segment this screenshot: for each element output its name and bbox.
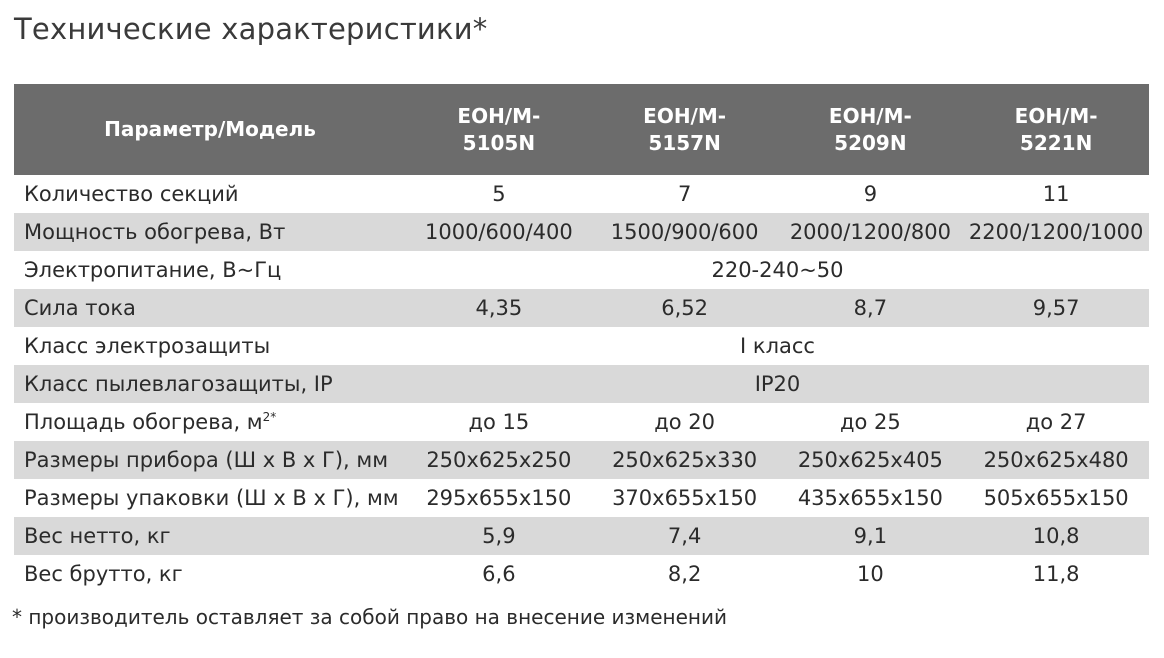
model-line: EOH/M- (643, 103, 727, 128)
value-cell: 9,57 (963, 289, 1149, 327)
param-cell: Сила тока (14, 289, 406, 327)
model-line: EOH/M- (1014, 103, 1098, 128)
value-cell: 295x655x150 (406, 479, 592, 517)
model-line: 5209N (834, 130, 907, 155)
model-header (406, 84, 592, 175)
value-cell: 5,9 (406, 517, 592, 555)
spec-table (14, 84, 1149, 593)
value-cell: 7 (592, 175, 778, 213)
param-cell: Вес нетто, кг (14, 517, 406, 555)
value-cell: 1500/900/600 (592, 213, 778, 251)
param-cell: Мощность обогрева, Вт (14, 213, 406, 251)
footnote: * производитель оставляет за собой право на внесение изменений (12, 605, 727, 629)
table-row (14, 213, 1149, 251)
param-header: Параметр/Модель (14, 84, 406, 175)
table-row (14, 479, 1149, 517)
table-row (14, 327, 1149, 365)
param-cell: Количество секций (14, 175, 406, 213)
value-cell: 10,8 (963, 517, 1149, 555)
value-cell: 6,52 (592, 289, 778, 327)
value-cell: 250x625x250 (406, 441, 592, 479)
value-cell: 8,2 (592, 555, 778, 593)
value-cell: 1000/600/400 (406, 213, 592, 251)
model-header (778, 84, 964, 175)
param-cell: Вес брутто, кг (14, 555, 406, 593)
value-cell: 6,6 (406, 555, 592, 593)
table-row (14, 441, 1149, 479)
value-cell: до 20 (592, 403, 778, 441)
value-cell: 8,7 (778, 289, 964, 327)
value-cell: 2000/1200/800 (778, 213, 964, 251)
param-cell: Размеры прибора (Ш x В x Г), мм (14, 441, 406, 479)
model-line: 5105N (462, 130, 536, 155)
value-cell: 10 (778, 555, 964, 593)
merged-value-cell: 220-240~50 (406, 251, 1149, 289)
value-cell: 7,4 (592, 517, 778, 555)
value-cell: 9 (778, 175, 964, 213)
value-cell: 250x625x330 (592, 441, 778, 479)
value-cell: 250x625x480 (963, 441, 1149, 479)
value-cell: 4,35 (406, 289, 592, 327)
value-cell: 370x655x150 (592, 479, 778, 517)
table-row (14, 251, 1149, 289)
model-header (592, 84, 778, 175)
value-cell: 9,1 (778, 517, 964, 555)
value-cell: 2200/1200/1000 (963, 213, 1149, 251)
value-cell: 11 (963, 175, 1149, 213)
page-title: Технические характеристики* (14, 12, 488, 46)
param-cell: Класс пылевлагозащиты, IP (14, 365, 406, 403)
table-row (14, 175, 1149, 213)
merged-value-cell: IP20 (406, 365, 1149, 403)
model-line: EOH/M- (828, 103, 912, 128)
param-label: Площадь обогрева, м (24, 410, 263, 434)
value-cell: 250x625x405 (778, 441, 964, 479)
table-row (14, 403, 1149, 441)
param-superscript: 2* (262, 410, 277, 424)
header-row (14, 84, 1149, 175)
param-cell (14, 403, 406, 441)
value-cell: 505x655x150 (963, 479, 1149, 517)
table-row (14, 365, 1149, 403)
table-row (14, 555, 1149, 593)
value-cell: до 25 (778, 403, 964, 441)
model-header (963, 84, 1149, 175)
merged-value-cell: I класс (406, 327, 1149, 365)
param-cell: Электропитание, В~Гц (14, 251, 406, 289)
param-cell: Класс электрозащиты (14, 327, 406, 365)
model-line: 5221N (1019, 130, 1093, 155)
param-cell: Размеры упаковки (Ш x В x Г), мм (14, 479, 406, 517)
value-cell: до 15 (406, 403, 592, 441)
table-row (14, 517, 1149, 555)
value-cell: 5 (406, 175, 592, 213)
value-cell: 435x655x150 (778, 479, 964, 517)
value-cell: до 27 (963, 403, 1149, 441)
model-line: EOH/M- (457, 103, 541, 128)
value-cell: 11,8 (963, 555, 1149, 593)
table-row (14, 289, 1149, 327)
model-line: 5157N (648, 130, 721, 155)
